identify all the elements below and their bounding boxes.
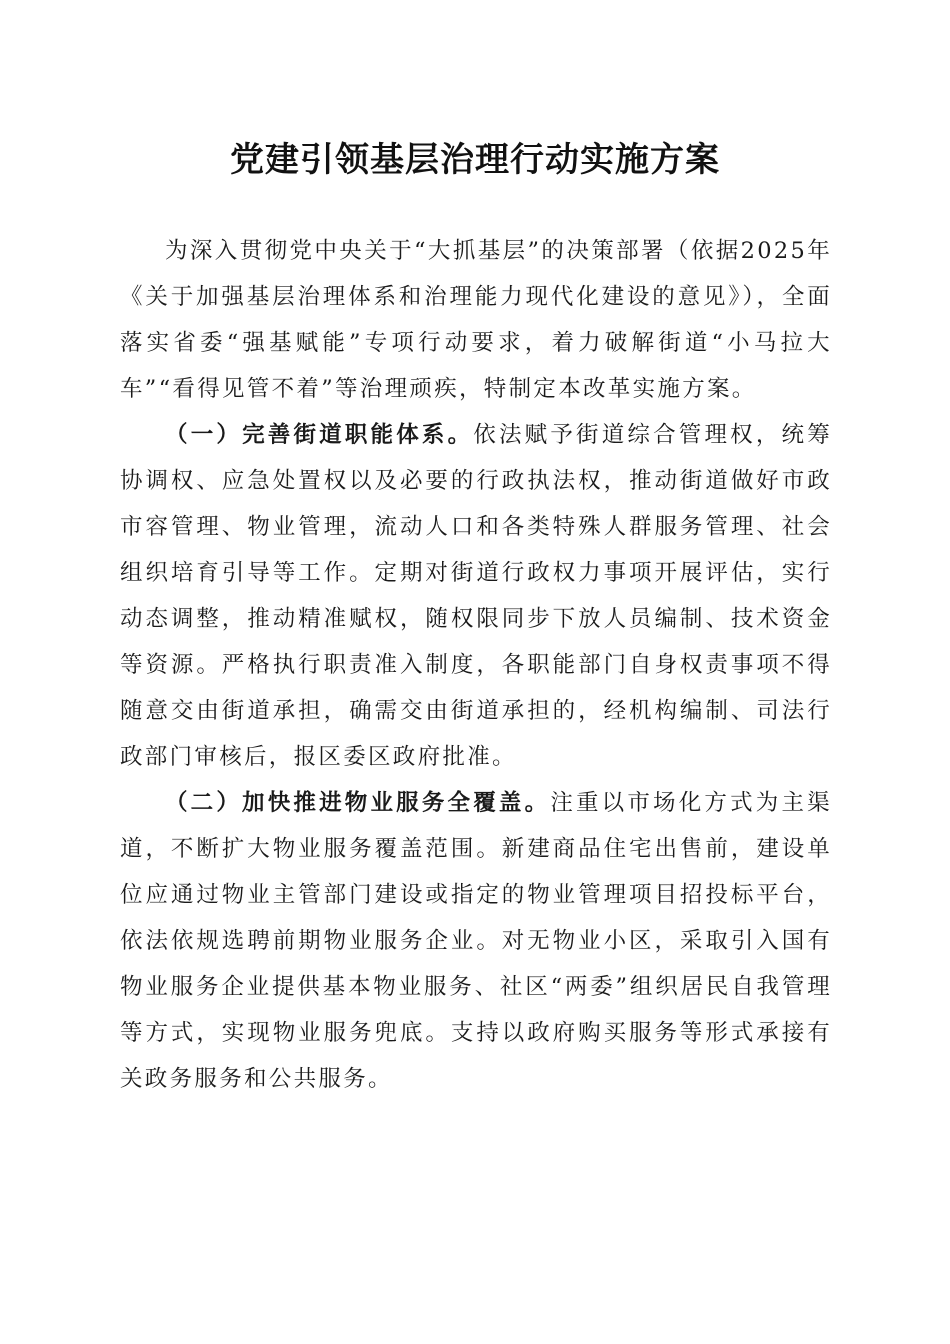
- section-1-paragraph: [120, 412, 832, 780]
- document-body: [120, 228, 832, 1102]
- section-1-body: 依法赋予街道综合管理权，统筹协调权、应急处置权以及必要的行政执法权，推动街道做好市政市容管理、物业管理，流动人口和各类特殊人群服务管理、社会组织培育引导等工作。定期对街道行政权力事项开展评估，实行动态调整，推动精准赋权，随权限同步下放人员编制、技术资金等资源。严格执行职责准入制度，各职能部门自身权责事项不得随意交由街道承担，确需交由街道承担的，经机构编制、司法行政部门审核后，报区委区政府批准。: [120, 422, 833, 770]
- section-1-heading: （一）完善街道职能体系。: [165, 422, 474, 448]
- section-2-heading: （二）加快推进物业服务全覆盖。: [165, 790, 551, 816]
- page-title: 党建引领基层治理行动实施方案: [230, 140, 720, 180]
- section-2-body: 注重以市场化方式为主渠道，不断扩大物业服务覆盖范围。新建商品住宅出售前，建设单位应通过物业主管部门建设或指定的物业管理项目招投标平台，依法依规选聘前期物业服务企业。对无物业小区，采取引入国有物业服务企业提供基本物业服务、社区“两委”组织居民自我管理等方式，实现物业服务兜底。支持以政府购买服务等形式承接有关政务服务和公共服务。: [120, 790, 832, 1092]
- section-2-paragraph: [120, 780, 832, 1102]
- intro-paragraph: 为深入贯彻党中央关于“大抓基层”的决策部署（依据2025年《关于加强基层治理体系和治理能力现代化建设的意见》），全面落实省委“强基赋能”专项行动要求，着力破解街道“小马拉大车”“看得见管不着”等治理顽疾，特制定本改革实施方案。: [120, 238, 832, 402]
